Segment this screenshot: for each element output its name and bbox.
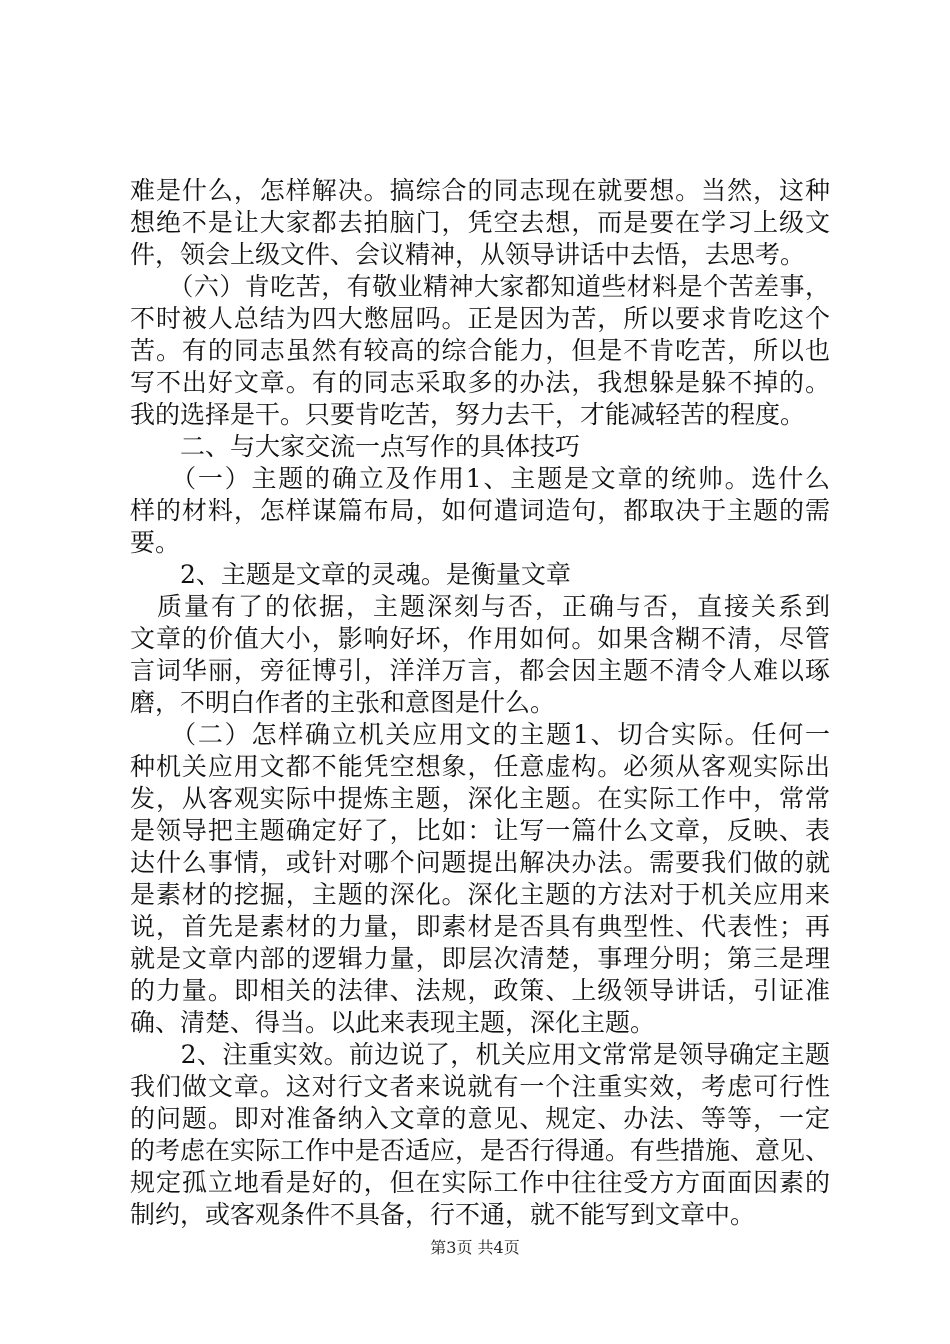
section-heading: 二、与大家交流一点写作的具体技巧 bbox=[130, 432, 581, 461]
body-text-line: 确、清楚、得当。以此来表现主题，深化主题。 bbox=[130, 1008, 656, 1037]
body-text-line: 想绝不是让大家都去拍脑门，凭空去想，而是要在学习上级文 bbox=[130, 208, 830, 237]
body-text-line: 我的选择是干。只要肯吃苦，努力去干，才能减轻苦的程度。 bbox=[130, 400, 806, 429]
body-text-line: 说，首先是素材的力量，即素材是否具有典型性、代表性；再 bbox=[130, 912, 830, 941]
body-text-line: 达什么事情，或针对哪个问题提出解决办法。需要我们做的就 bbox=[130, 848, 830, 877]
body-text-line: 是领导把主题确定好了，比如：让写一篇什么文章，反映、表 bbox=[130, 816, 830, 845]
body-text-line: 件，领会上级文件、会议精神，从领导讲话中去悟，去思考。 bbox=[130, 240, 806, 269]
body-text-line: 言词华丽，旁征博引，洋洋万言，都会因主题不清令人难以琢 bbox=[130, 656, 830, 685]
body-text-line: 不时被人总结为四大憋屈吗。正是因为苦，所以要求肯吃这个 bbox=[130, 304, 830, 333]
body-text-line: 写不出好文章。有的同志采取多的办法，我想躲是躲不掉的。 bbox=[130, 368, 830, 397]
body-text-line: 苦。有的同志虽然有较高的综合能力，但是不肯吃苦，所以也 bbox=[130, 336, 830, 365]
body-text-line: 种机关应用文都不能凭空想象，任意虚构。必须从客观实际出 bbox=[130, 752, 830, 781]
body-text-line: 的问题。即对准备纳入文章的意见、规定、办法、等等，一定 bbox=[130, 1104, 830, 1133]
body-text-line: 质量有了的依据，主题深刻与否，正确与否，直接关系到 bbox=[130, 592, 830, 621]
body-text-line: 发，从客观实际中提炼主题，深化主题。在实际工作中，常常 bbox=[130, 784, 830, 813]
body-text-line: 制约，或客观条件不具备，行不通，就不能写到文章中。 bbox=[130, 1200, 756, 1229]
body-text-line: （六）肯吃苦，有敬业精神大家都知道些材料是个苦差事， bbox=[130, 272, 830, 301]
body-text-line: 规定孤立地看是好的，但在实际工作中往往受方方面面因素的 bbox=[130, 1168, 830, 1197]
body-text-line: 难是什么，怎样解决。搞综合的同志现在就要想。当然，这种 bbox=[130, 176, 830, 205]
body-text-line: 2、注重实效。前边说了，机关应用文常常是领导确定主题 bbox=[130, 1040, 830, 1069]
body-text-line: 要。 bbox=[130, 528, 181, 557]
body-text-line: 文章的价值大小，影响好坏，作用如何。如果含糊不清，尽管 bbox=[130, 624, 830, 653]
body-text-line: 样的材料，怎样谋篇布局，如何遣词造句，都取决于主题的需 bbox=[130, 496, 830, 525]
body-text-line: 2、主题是文章的灵魂。是衡量文章 bbox=[130, 560, 571, 589]
body-text-line: （二）怎样确立机关应用文的主题1、切合实际。任何一 bbox=[130, 720, 830, 749]
body-text-line: （一）主题的确立及作用1、主题是文章的统帅。选什么 bbox=[130, 464, 830, 493]
body-text-line: 的考虑在实际工作中是否适应，是否行得通。有些措施、意见、 bbox=[130, 1136, 830, 1165]
body-text-line: 我们做文章。这对行文者来说就有一个注重实效，考虑可行性 bbox=[130, 1072, 830, 1101]
page-footer: 第3页 共4页 bbox=[430, 1238, 520, 1257]
body-text-line: 就是文章内部的逻辑力量，即层次清楚，事理分明；第三是理 bbox=[130, 944, 830, 973]
body-text-line: 磨，不明白作者的主张和意图是什么。 bbox=[130, 688, 556, 717]
body-text-line: 是素材的挖掘，主题的深化。深化主题的方法对于机关应用来 bbox=[130, 880, 830, 909]
body-text-line: 的力量。即相关的法律、法规，政策、上级领导讲话，引证准 bbox=[130, 976, 830, 1005]
